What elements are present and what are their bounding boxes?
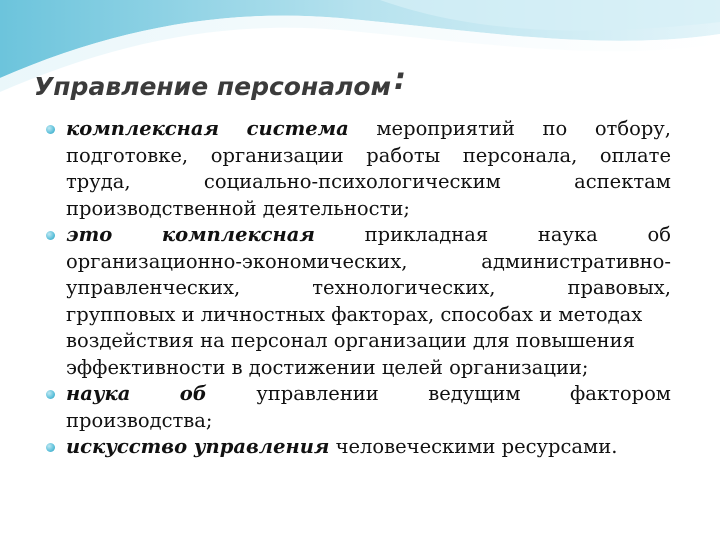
word: технологических, — [312, 276, 496, 299]
word: комплексная — [66, 117, 220, 140]
bullet-1-line — [66, 116, 671, 142]
slide-title: Управление персоналом : — [34, 62, 407, 101]
word: прикладная — [364, 223, 489, 246]
bullet-2-line — [66, 275, 671, 301]
word: аспектам — [574, 170, 671, 193]
bullet-icon — [46, 125, 55, 134]
word: по — [542, 117, 568, 140]
word: об — [647, 223, 671, 246]
bullet-4-line — [66, 434, 671, 460]
bullet-3-line — [66, 408, 671, 434]
word: производства; — [66, 408, 213, 432]
word: комплексная — [161, 223, 315, 246]
bullet-2-line — [66, 249, 671, 275]
word: искусство управления — [66, 435, 330, 458]
word: управленческих, — [66, 276, 241, 299]
bullet-2-line — [66, 355, 671, 381]
bullet-3-line — [66, 381, 671, 407]
word: фактором — [569, 382, 671, 405]
bullet-2-line — [66, 222, 671, 248]
word: административно- — [481, 249, 671, 273]
word: оплате — [599, 143, 671, 167]
word: работы — [366, 143, 441, 167]
bullet-icon — [46, 390, 55, 399]
word: эффективности в достижении целей организации; — [66, 355, 589, 379]
bullet-icon — [46, 443, 55, 452]
word: организации — [210, 143, 344, 167]
word: наука — [537, 223, 598, 246]
word: система — [246, 117, 349, 140]
word: групповых и личностных факторах, способах и методах — [66, 302, 643, 326]
bullet-icon — [46, 231, 55, 240]
word: об — [179, 382, 207, 405]
bullet-1-line — [66, 196, 671, 222]
bullet-2-line — [66, 302, 671, 328]
word: управлении — [256, 382, 379, 405]
word: воздействия на персонал организации для повышения — [66, 329, 635, 352]
word: отбору, — [594, 117, 671, 140]
bullet-2-line — [66, 328, 671, 354]
word: организационно-экономических, — [66, 249, 408, 273]
bullet-1-line — [66, 169, 671, 195]
word: подготовке, — [66, 143, 189, 167]
word: человеческими ресурсами. — [335, 435, 618, 458]
word: мероприятий — [376, 117, 515, 140]
word: труда, — [66, 170, 131, 193]
word: правовых, — [567, 276, 671, 299]
word: производственной деятельности; — [66, 196, 410, 220]
word: персонала, — [462, 143, 578, 167]
bullet-1-line — [66, 143, 671, 169]
word: это — [66, 223, 113, 246]
word: наука — [66, 382, 131, 405]
word: социально-психологическим — [203, 170, 501, 193]
word: ведущим — [428, 382, 521, 405]
